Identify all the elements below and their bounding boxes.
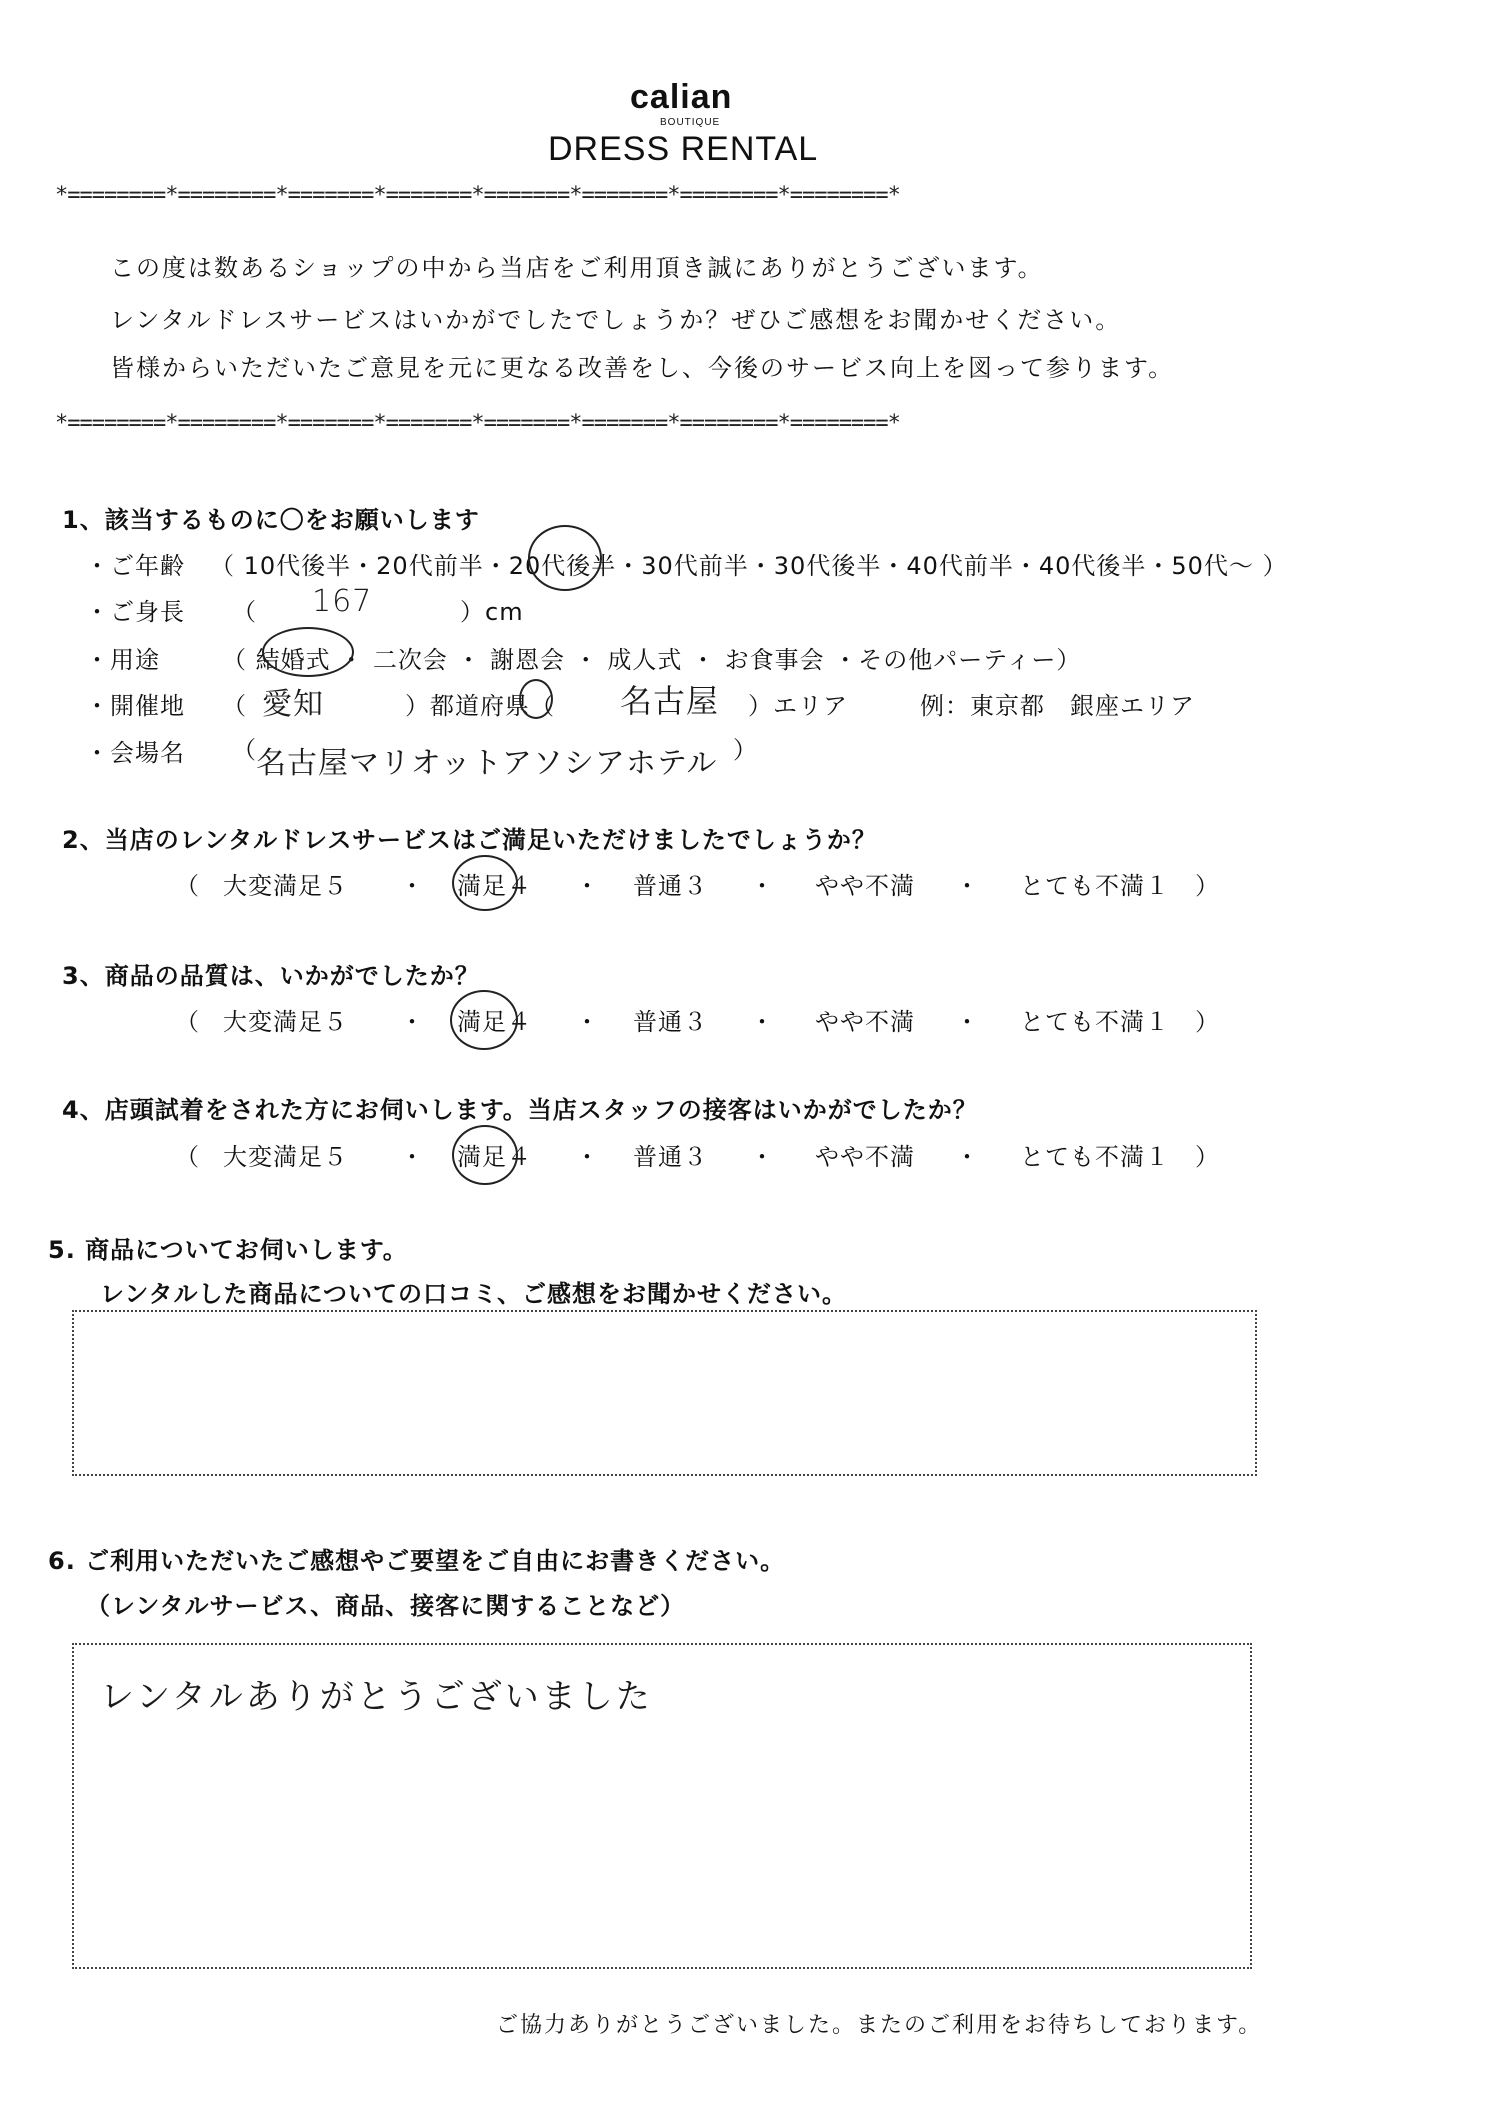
q2-option-4: 満足４ xyxy=(457,872,532,900)
q2-sep: ・ xyxy=(750,872,775,900)
q2-open-paren: （ xyxy=(175,872,200,900)
q4-open-paren: （ xyxy=(175,1143,200,1171)
brand-logo: calian xyxy=(630,78,733,116)
prefecture-value: 愛知 xyxy=(262,687,324,722)
q3-sep: ・ xyxy=(750,1008,775,1036)
age-label: ・ご年齢 xyxy=(85,552,185,580)
location-close: ）エリア xyxy=(748,692,848,720)
q6-heading: 6. ご利用いただいたご感想やご要望をご自由にお書きください。 xyxy=(48,1547,786,1575)
q3-open-paren: （ xyxy=(175,1008,200,1036)
q3-option-1: とても不満１ xyxy=(1020,1008,1170,1036)
location-mid: ）都道府県（ xyxy=(405,692,555,720)
age-options: （ 10代後半・20代前半・20代後半・30代前半・30代後半・40代前半・40代後半・50代〜 ） xyxy=(210,552,1288,580)
location-example: 例：東京都 銀座エリア xyxy=(920,692,1195,720)
venue-value: 名古屋マリオットアソシアホテル xyxy=(256,746,718,781)
intro-line-2: レンタルドレスサービスはいかがでしたでしょうか？ぜひご感想をお聞かせください。 xyxy=(110,306,1122,334)
q5-heading: 5. 商品についてお伺いします。 xyxy=(48,1236,408,1264)
height-label: ・ご身長 xyxy=(85,598,185,626)
q4-option-4: 満足４ xyxy=(457,1143,532,1171)
q2-option-5: 大変満足５ xyxy=(223,872,348,900)
q5-subheading: レンタルした商品についての口コミ、ご感想をお聞かせください。 xyxy=(100,1280,847,1308)
q3-selection-circle xyxy=(450,990,518,1050)
q4-close-paren: ） xyxy=(1195,1143,1220,1171)
q3-sep: ・ xyxy=(400,1008,425,1036)
q4-heading: 4、店頭試着をされた方にお伺いします。当店スタッフの接客はいかがでしたか？ xyxy=(62,1096,978,1124)
q4-selection-circle xyxy=(452,1125,518,1185)
q2-heading: 2、当店のレンタルドレスサービスはご満足いただけましたでしょうか？ xyxy=(62,826,877,854)
q3-heading: 3、商品の品質は、いかがでしたか？ xyxy=(62,962,480,990)
area-value: 名古屋 xyxy=(620,682,720,720)
q6-answer-box[interactable] xyxy=(72,1643,1252,1969)
footer-thanks: ご協力ありがとうございました。またのご利用をお待ちしております。 xyxy=(496,2013,1263,2038)
q4-option-2: やや不満 xyxy=(815,1143,915,1171)
q6-subheading: （レンタルサービス、商品、接客に関することなど） xyxy=(86,1592,686,1620)
q4-sep: ・ xyxy=(955,1143,980,1171)
q5-answer-box[interactable] xyxy=(72,1310,1257,1476)
purpose-label: ・用途 xyxy=(85,646,160,674)
q3-option-5: 大変満足５ xyxy=(223,1008,348,1036)
q2-sep: ・ xyxy=(955,872,980,900)
q2-option-3: 普通３ xyxy=(633,872,708,900)
intro-line-1: この度は数あるショップの中から当店をご利用頂き誠にありがとうございます。 xyxy=(110,254,1044,282)
divider-bottom: *========*========*=======*=======*=======*=======*========*========* xyxy=(55,411,900,436)
q3-close-paren: ） xyxy=(1195,1008,1220,1036)
q3-option-3: 普通３ xyxy=(633,1008,708,1036)
height-value: 167 xyxy=(312,584,373,619)
height-close: ）cm xyxy=(460,598,524,626)
q4-option-1: とても不満１ xyxy=(1020,1143,1170,1171)
brand-sub: BOUTIQUE xyxy=(660,117,721,128)
purpose-selection-circle xyxy=(262,627,354,677)
q4-option-5: 大変満足５ xyxy=(223,1143,348,1171)
venue-label: ・会場名 xyxy=(85,739,185,767)
q2-option-2: やや不満 xyxy=(815,872,915,900)
divider-top: *========*========*=======*=======*=======*=======*========*========* xyxy=(55,183,900,208)
venue-open: （ xyxy=(232,736,257,764)
prefecture-selection-circle xyxy=(519,679,553,719)
q2-selection-circle xyxy=(452,855,518,911)
q6-answer-text: レンタルありがとうございました xyxy=(100,1677,653,1717)
q4-option-3: 普通３ xyxy=(633,1143,708,1171)
q3-sep: ・ xyxy=(575,1008,600,1036)
q2-sep: ・ xyxy=(400,872,425,900)
q4-sep: ・ xyxy=(400,1143,425,1171)
q2-sep: ・ xyxy=(575,872,600,900)
age-selection-circle xyxy=(528,525,602,591)
location-open: （ xyxy=(222,692,247,720)
service-title: DRESS RENTAL xyxy=(548,130,819,168)
height-open: （ xyxy=(232,598,257,626)
q3-option-4: 満足４ xyxy=(457,1008,532,1036)
intro-line-3: 皆様からいただいたご意見を元に更なる改善をし、今後のサービス向上を図って参ります。 xyxy=(110,354,1175,382)
q4-sep: ・ xyxy=(750,1143,775,1171)
q2-close-paren: ） xyxy=(1195,872,1220,900)
venue-close: ） xyxy=(733,736,758,764)
q3-sep: ・ xyxy=(955,1008,980,1036)
q1-heading: 1、該当するものに〇をお願いします xyxy=(62,506,480,534)
q2-option-1: とても不満１ xyxy=(1020,872,1170,900)
location-label: ・開催地 xyxy=(85,692,185,720)
purpose-options: （ 結婚式 ・ 二次会 ・ 謝恩会 ・ 成人式 ・ お食事会 ・その他パーティー） xyxy=(222,646,1082,674)
q3-option-2: やや不満 xyxy=(815,1008,915,1036)
q4-sep: ・ xyxy=(575,1143,600,1171)
